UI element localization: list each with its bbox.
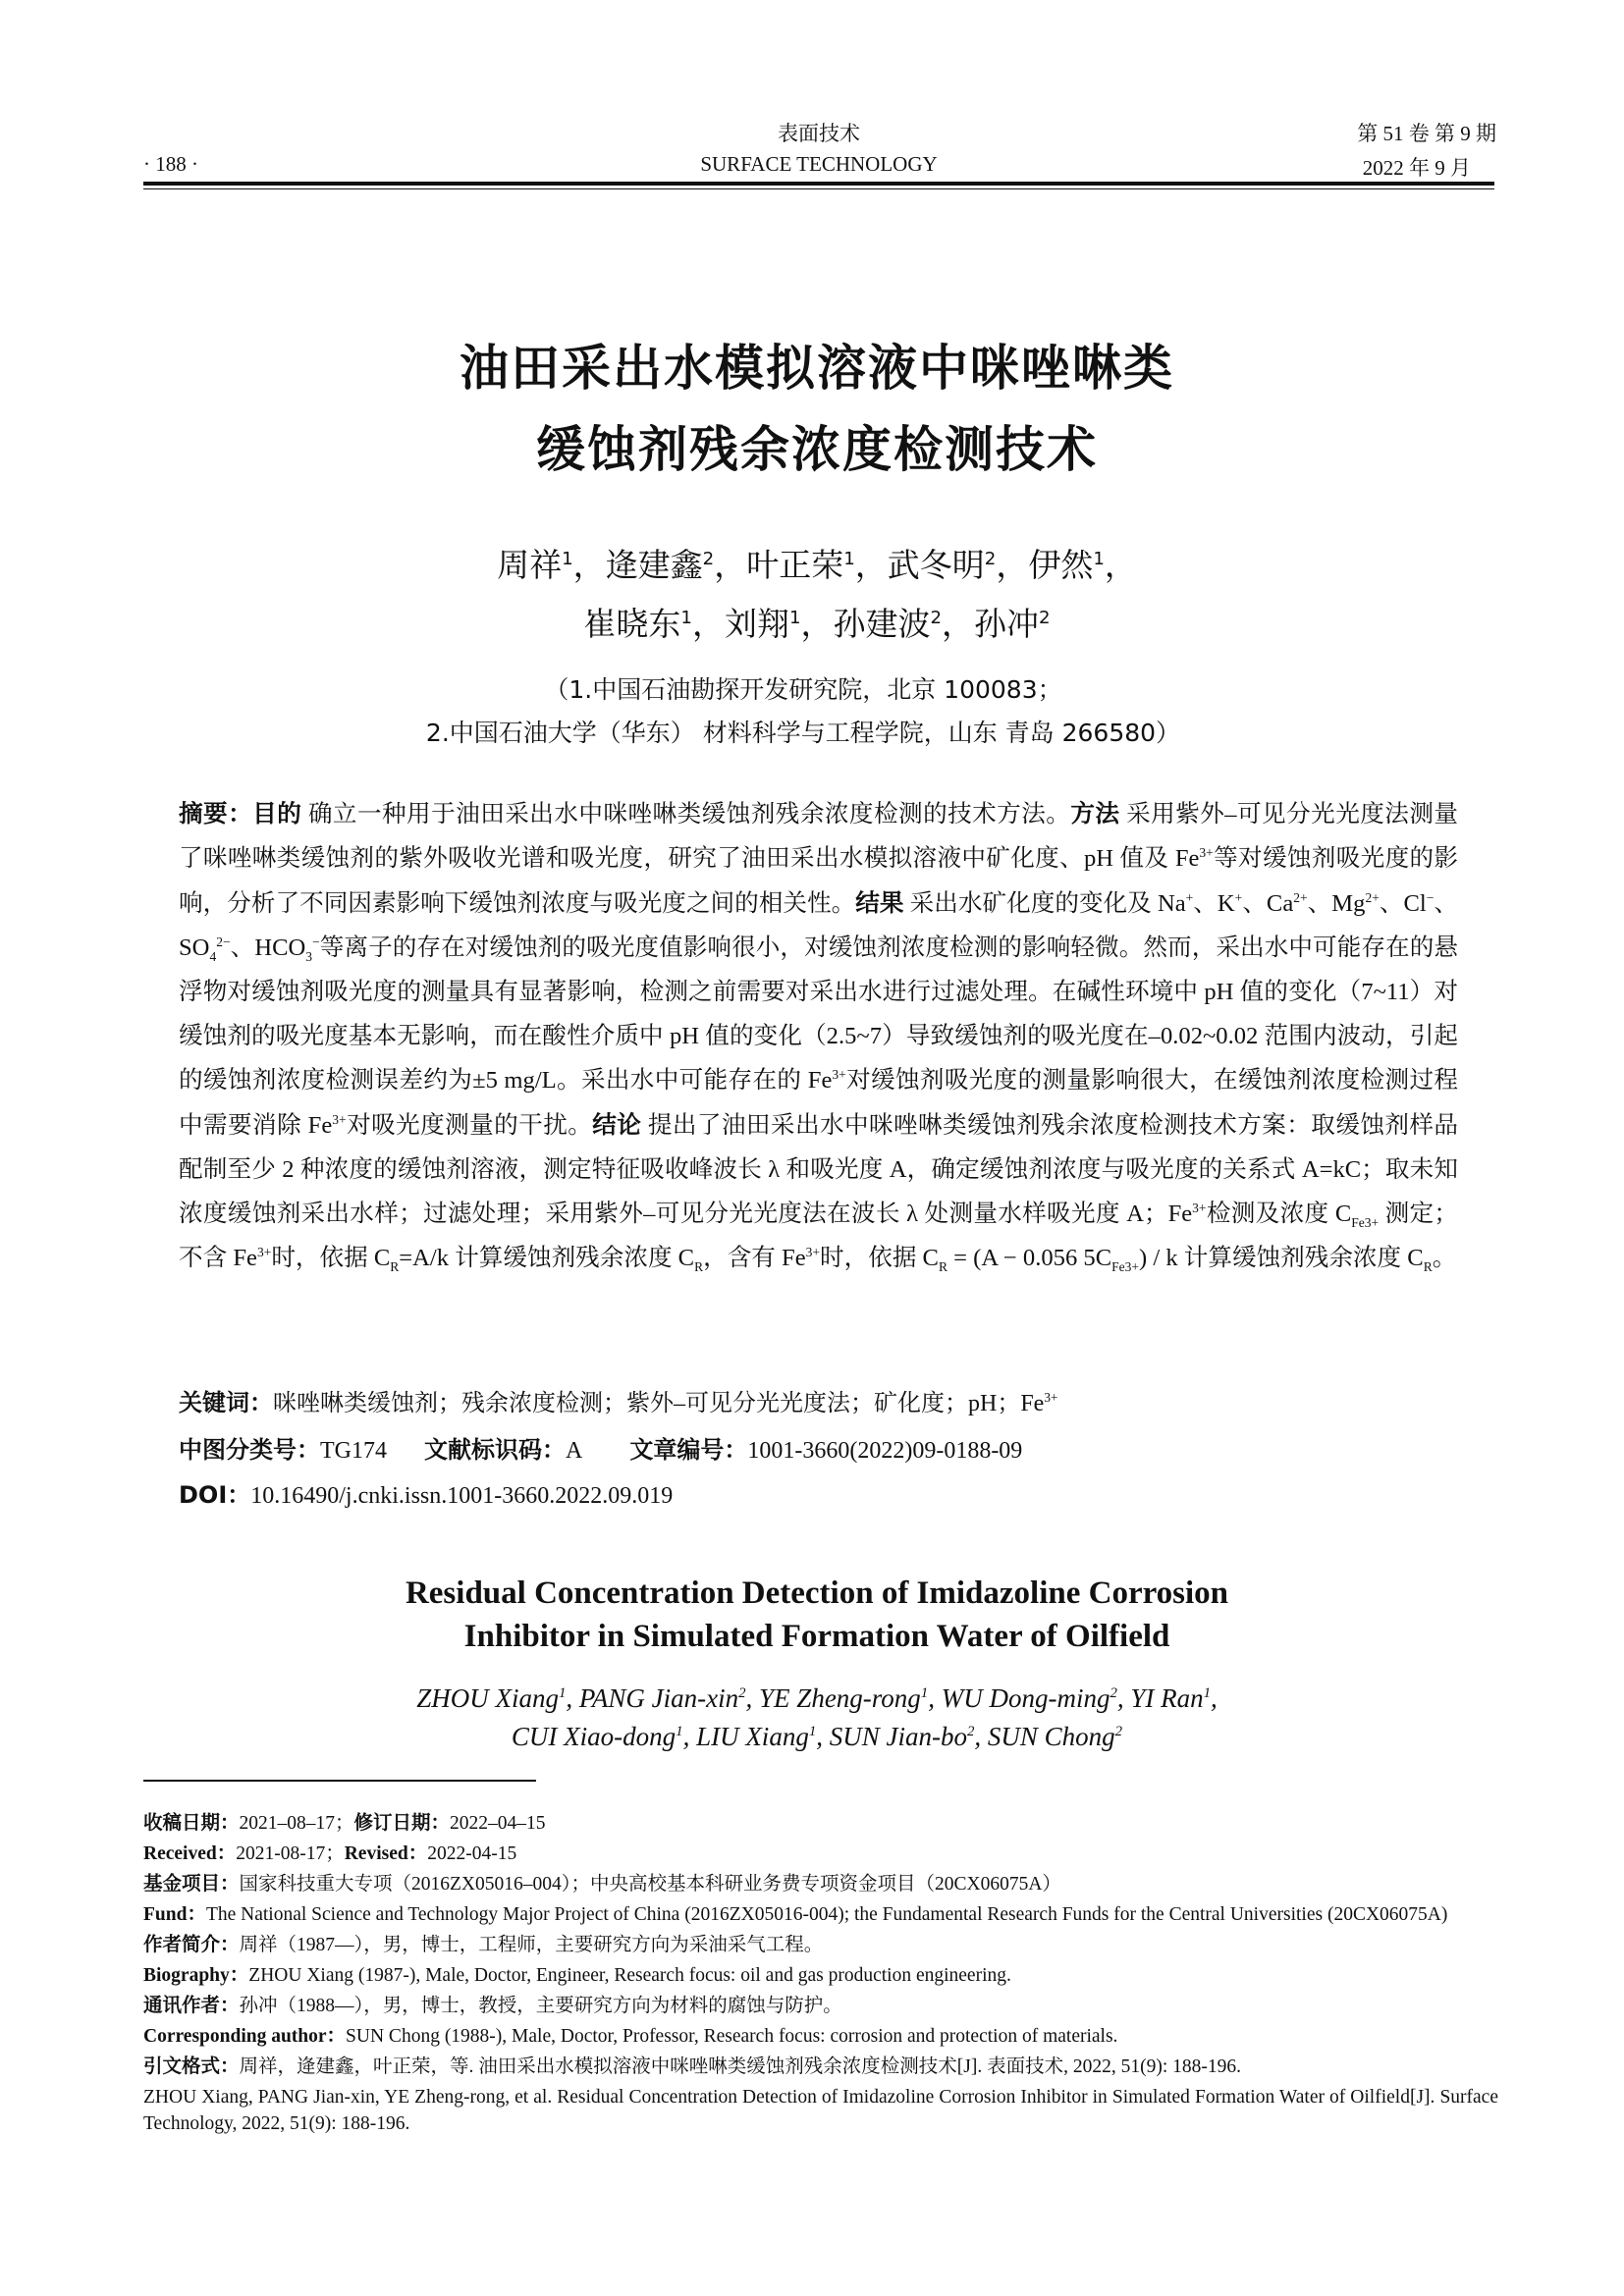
doi-row: DOI：10.16490/j.cnki.issn.1001-3660.2022.09.019: [179, 1481, 674, 1509]
authors-cn-line1: 周祥$^1$，逄建鑫$^2$，叶正荣$^1$，武冬明$^2$，伊然$^1$，: [497, 546, 1137, 584]
clc-number: TG174: [320, 1438, 387, 1464]
author-cn: 崔晓东: [583, 605, 681, 643]
abstract-cn: 摘要：目的 确立一种用于油田采出水中咪唑啉类缓蚀剂残余浓度检测的技术方法。方法 采用紫外–可见分光光度法测量了咪唑啉类缓蚀剂的紫外吸收光谱和吸光度，研究了油田采出水模拟溶液中矿化度、pH 值及 $Fe^{3+}$等对缓蚀剂吸光度的影响，分析了不同因素影响下缓蚀剂浓度与吸光度之间的相关性。结果 采出水矿化度的变化及 Na+、K+、$Ca^{2+}$、$Mg^{2+}$、Cl−、$SO_4^{2-}$、$HCO_3^-$等离子的存在对缓蚀剂的吸光度值影响很小，对缓蚀剂浓度检测的影响轻微。然而，采出水中可能存在的悬浮物对缓蚀剂吸光度的测量具有显著影响，检测之前需要对采出水进行过滤处理。在碱性环境中 pH 值的变化（7~11）对缓蚀剂的吸光度基本无影响，而在酸性介质中 pH 值的变化（2.5~7）导致缓蚀剂的吸光度在–0.02~0.02 范围内波动，引起的缓蚀剂浓度检测误差约为±5 mg/L。采出水中可能存在的 $Fe^{3+}$对缓蚀剂吸光度的测量影响很大，在缓蚀剂浓度检测过程中需要消除 $Fe^{3+}$对吸光度测量的干扰。结论 提出了油田采出水中咪唑啉类缓蚀剂残余浓度检测技术方案：取缓蚀剂样品配制至少 2 种浓度的缓蚀剂溶液，测定特征吸收峰波长 λ 和吸光度 A，确定缓蚀剂浓度与吸光度的关系式 A=kC；取未知浓度缓蚀剂采出水样；过滤处理；采用紫外–可见分光光度法在波长 λ 处测量水样吸光度 A；$Fe^{3+}$检测及浓度 $C_{Fe3+}$ 测定；不含 $Fe^{3+}$时，依据 $C_R=A/k$ 计算缓蚀剂残余浓度 $C_R$，含有 $Fe^{3+}$时，依据 $C_R = (A - 0.056$ $5C_{Fe3+}$) / k 计算缓蚀剂残余浓度 $C_R$。: [179, 799, 1458, 1274]
keywords-value: 咪唑啉类缓蚀剂；残余浓度检测；紫外–可见分光光度法；矿化度；pH；Fe: [273, 1391, 1045, 1416]
corresponding-cn: 通讯作者：孙冲（1988—），男，博士，教授，主要研究方向为材料的腐蚀与防护。: [143, 1994, 842, 2016]
affiliation-cn-line2: 2.中国石油大学（华东） 材料科学与工程学院，山东 青岛 266580）: [425, 719, 1181, 747]
abstract-objective-label: 目的: [252, 799, 302, 828]
abstract-result-label: 结果: [855, 888, 904, 917]
journal-name-en: SURFACE TECHNOLOGY: [700, 152, 938, 176]
author-cn: 周祥: [497, 546, 563, 584]
author-cn: 孙建波: [833, 605, 931, 643]
header-rule-thick: [143, 182, 1494, 186]
affiliation-cn-line1: （1.中国石油勘探开发研究院，北京 100083；: [544, 675, 1062, 704]
authors-en-line2: CUI Xiao-dong$^1$, LIU Xiang$^1$, SUN Jian-$bo^2$, SUN Chong$^2$: [511, 1722, 1123, 1751]
citation-cn: 引文格式：周祥，逄建鑫，叶正荣，等. 油田采出水模拟溶液中咪唑啉类缓蚀剂残余浓度检测技术[J]. 表面技术, 2022, 51(9): 188-196.: [143, 2055, 1241, 2077]
volume-issue: 第 51 卷 第 9 期: [1357, 122, 1496, 145]
biography-en: Biography：ZHOU Xiang (1987-), Male, Doctor, Engineer, Research focus: oil and gas production engineering.: [143, 1964, 1011, 1986]
author-cn: 孙冲: [974, 605, 1040, 643]
classification-row: 中图分类号：TG174 文献标识码：A 文章编号：1001-3660(2022)09-0188-09: [179, 1436, 1023, 1464]
footnote-rule: [143, 1780, 536, 1782]
author-cn: 逄建鑫: [605, 546, 703, 584]
received-en: Received：2021-08-17；Revised：2022-04-15: [143, 1842, 517, 1864]
abstract-method-label: 方法: [1070, 799, 1120, 828]
author-cn: 伊然: [1028, 546, 1094, 584]
fund-cn: 基金项目：国家科技重大专项（2016ZX05016–004）；中央高校基本科研业务费专项资金项目（20CX06075A）: [143, 1872, 1061, 1895]
doi-value: 10.16490/j.cnki.issn.1001-3660.2022.09.019: [250, 1483, 674, 1509]
abstract-label: 摘要：: [179, 799, 253, 828]
article-number: 1001-3660(2022)09-0188-09: [747, 1438, 1023, 1464]
title-en-line1: Residual Concentration Detection of Imidazoline Corrosion: [405, 1575, 1229, 1611]
footnotes: [143, 1809, 1498, 2141]
title-cn-line1: 油田采出水模拟溶液中咪唑啉类: [460, 340, 1174, 397]
author-cn: 武冬明: [887, 546, 985, 584]
corresponding-en: Corresponding author：SUN Chong (1988-), Male, Doctor, Professor, Research focus: corrosion and protection of materials.: [143, 2025, 1118, 2047]
biography-cn: 作者简介：周祥（1987—），男，博士，工程师，主要研究方向为采油采气工程。: [143, 1933, 824, 1955]
page-number: · 188 ·: [143, 152, 198, 176]
abstract-conclusion-label: 结论: [592, 1110, 642, 1139]
issue-date: 2022 年 9 月: [1362, 156, 1471, 180]
keywords-label: 关键词：: [179, 1389, 273, 1416]
journal-name-cn: 表面技术: [778, 122, 860, 145]
title-en-line2: Inhibitor in Simulated Formation Water of Oilfield: [463, 1619, 1170, 1654]
keywords: 关键词：咪唑啉类缓蚀剂；残余浓度检测；紫外–可见分光光度法；矿化度；pH；$Fe^{3+}$: [179, 1389, 1058, 1416]
fund-en: Fund：The National Science and Technology Major Project of China (2016ZX05016-004); the Fundamental Research Funds for the Central Universities (20CX06075A): [143, 1903, 1448, 1925]
authors-en-line1: ZHOU Xiang$^1$, PANG Jian-xin$^2$, YE Zheng-rong$^1$, WU Dong-ming$^2$, YI Ran$^1$,: [416, 1683, 1218, 1713]
citation-en: ZHOU Xiang, PANG Jian-xin, YE Zheng-rong, et al. Residual Concentration Detection of Imidazoline Corrosion Inhibitor in Simulated Formation Water of Oilfield[J]. Surface Technology, 2022, 51(9): 188-196.: [143, 2086, 1498, 2134]
header-rule-thin: [143, 188, 1494, 189]
author-cn: 叶正荣: [746, 546, 844, 584]
author-cn: 刘翔: [724, 605, 789, 643]
document-code: A: [566, 1438, 583, 1464]
title-cn-line2: 缓蚀剂残余浓度检测技术: [536, 421, 1098, 478]
authors-cn-line2: 崔晓东$^1$，刘翔$^1$，孙建波$^2$，孙冲$^2$: [583, 605, 1051, 643]
received-cn: 收稿日期：2021–08–17；修订日期：2022–04–15: [143, 1811, 546, 1834]
